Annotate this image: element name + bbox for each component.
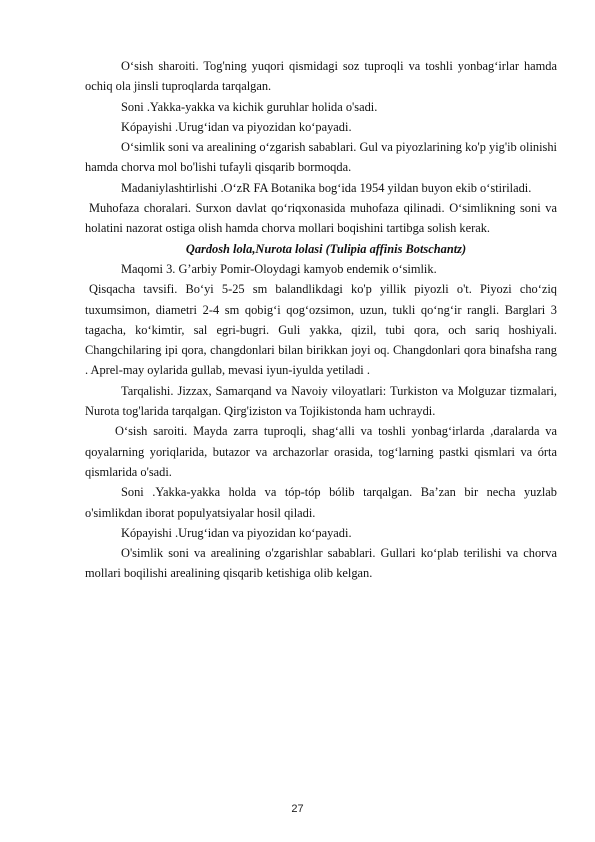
description-paragraph: Qisqacha tavsifi. Bo‘yi 5-25 sm balandlikdagi ko'p yillik piyozli o't. Piyozi cho‘ziq tuxumsimon, diametri 2-4 sm qobig‘i qog‘ozsimon, uzun, tukli qo‘ng‘ir rangli. Barglari 3 tagacha, ko‘kimtir, sal egri-bugri. Guli yakka, qizil, tubi qora, och sariq hoshiyali. Changchilaring ipi qora, changdonlari bilan birikkan joyi oq. Changdonlari qora binafsha rang . Aprel-may oylarida gullab, mevasi iyun-iyulda yetiladi . xyxy=(85,282,557,378)
cultivation-paragraph: Madaniylashtirlishi .O‘zR FA Botanika bog‘ida 1954 yildan buyon ekib o‘stiriladi. xyxy=(121,180,532,195)
status-paragraph: Maqomi 3. G’arbiy Pomir-Oloydagi kamyob endemik o‘simlik. xyxy=(121,261,437,276)
quantity-paragraph: Soni .Yakka-yakka va kichik guruhlar holida o'sadi. xyxy=(121,99,378,114)
reproduction-paragraph-2: Kópayishi .Urug‘idan va piyozidan ko‘payadi. xyxy=(121,525,352,540)
habitat-paragraph: O‘sish saroiti. Mayda zarra tuproqli, shag‘alli va toshli yonbag‘irlarda ,daralarda va qoyalarning yoriqlarida, butazor va archazorlar orasida, tog‘larning pastki qismlari va órta qismlarida o'sadi. xyxy=(85,424,557,479)
area-change-paragraph: O‘simlik soni va arealining o‘zgarish sabablari. Gul va piyozlarining ko'p yig'ib olinishi hamda chorva mol bo'lishi tufayli qisqarib bormoqda. xyxy=(85,140,557,175)
population-paragraph: Soni .Yakka-yakka holda va tóp-tóp bólib tarqalgan. Ba’zan bir necha yuzlab o'simlikdan iborat populyatsiyalar hosil qiladi. xyxy=(85,485,557,520)
protection-paragraph: Muhofaza choralari. Surxon davlat qo‘riqxonasida muhofaza qilinadi. O‘simlikning soni va holatini nazorat ostiga olish hamda chorva mollari boqishini tartibga solish kerak. xyxy=(85,201,557,236)
species-heading: Qardosh lola,Nurota lolasi (Tulipia affinis Botschantz) xyxy=(185,241,467,256)
decline-causes-paragraph: O'simlik soni va arealining o'zgarishlar sabablari. Gullari ko‘plab terilishi va chorva mollari boqilishi arealining qisqarib ketishiga olib kelgan. xyxy=(85,546,557,581)
page-number: 27 xyxy=(291,803,304,815)
distribution-paragraph: Tarqalishi. Jizzax, Samarqand va Navoiy viloyatlari: Turkiston va Molguzar tizmalari, Nurota tog'larida tarqalgan. Qirg'iziston va Tojikistonda ham uchraydi. xyxy=(85,383,557,419)
growth-conditions-paragraph: O‘sish sharoiti. Tog'ning yuqori qismidagi soz tuproqli va toshli yonbag‘irlar hamda ochiq ola jinsli tuproqlarda tarqalgan. xyxy=(85,59,557,94)
document-page xyxy=(85,56,557,584)
reproduction-paragraph: Kópayishi .Urug‘idan va piyozidan ko‘payadi. xyxy=(121,119,352,134)
